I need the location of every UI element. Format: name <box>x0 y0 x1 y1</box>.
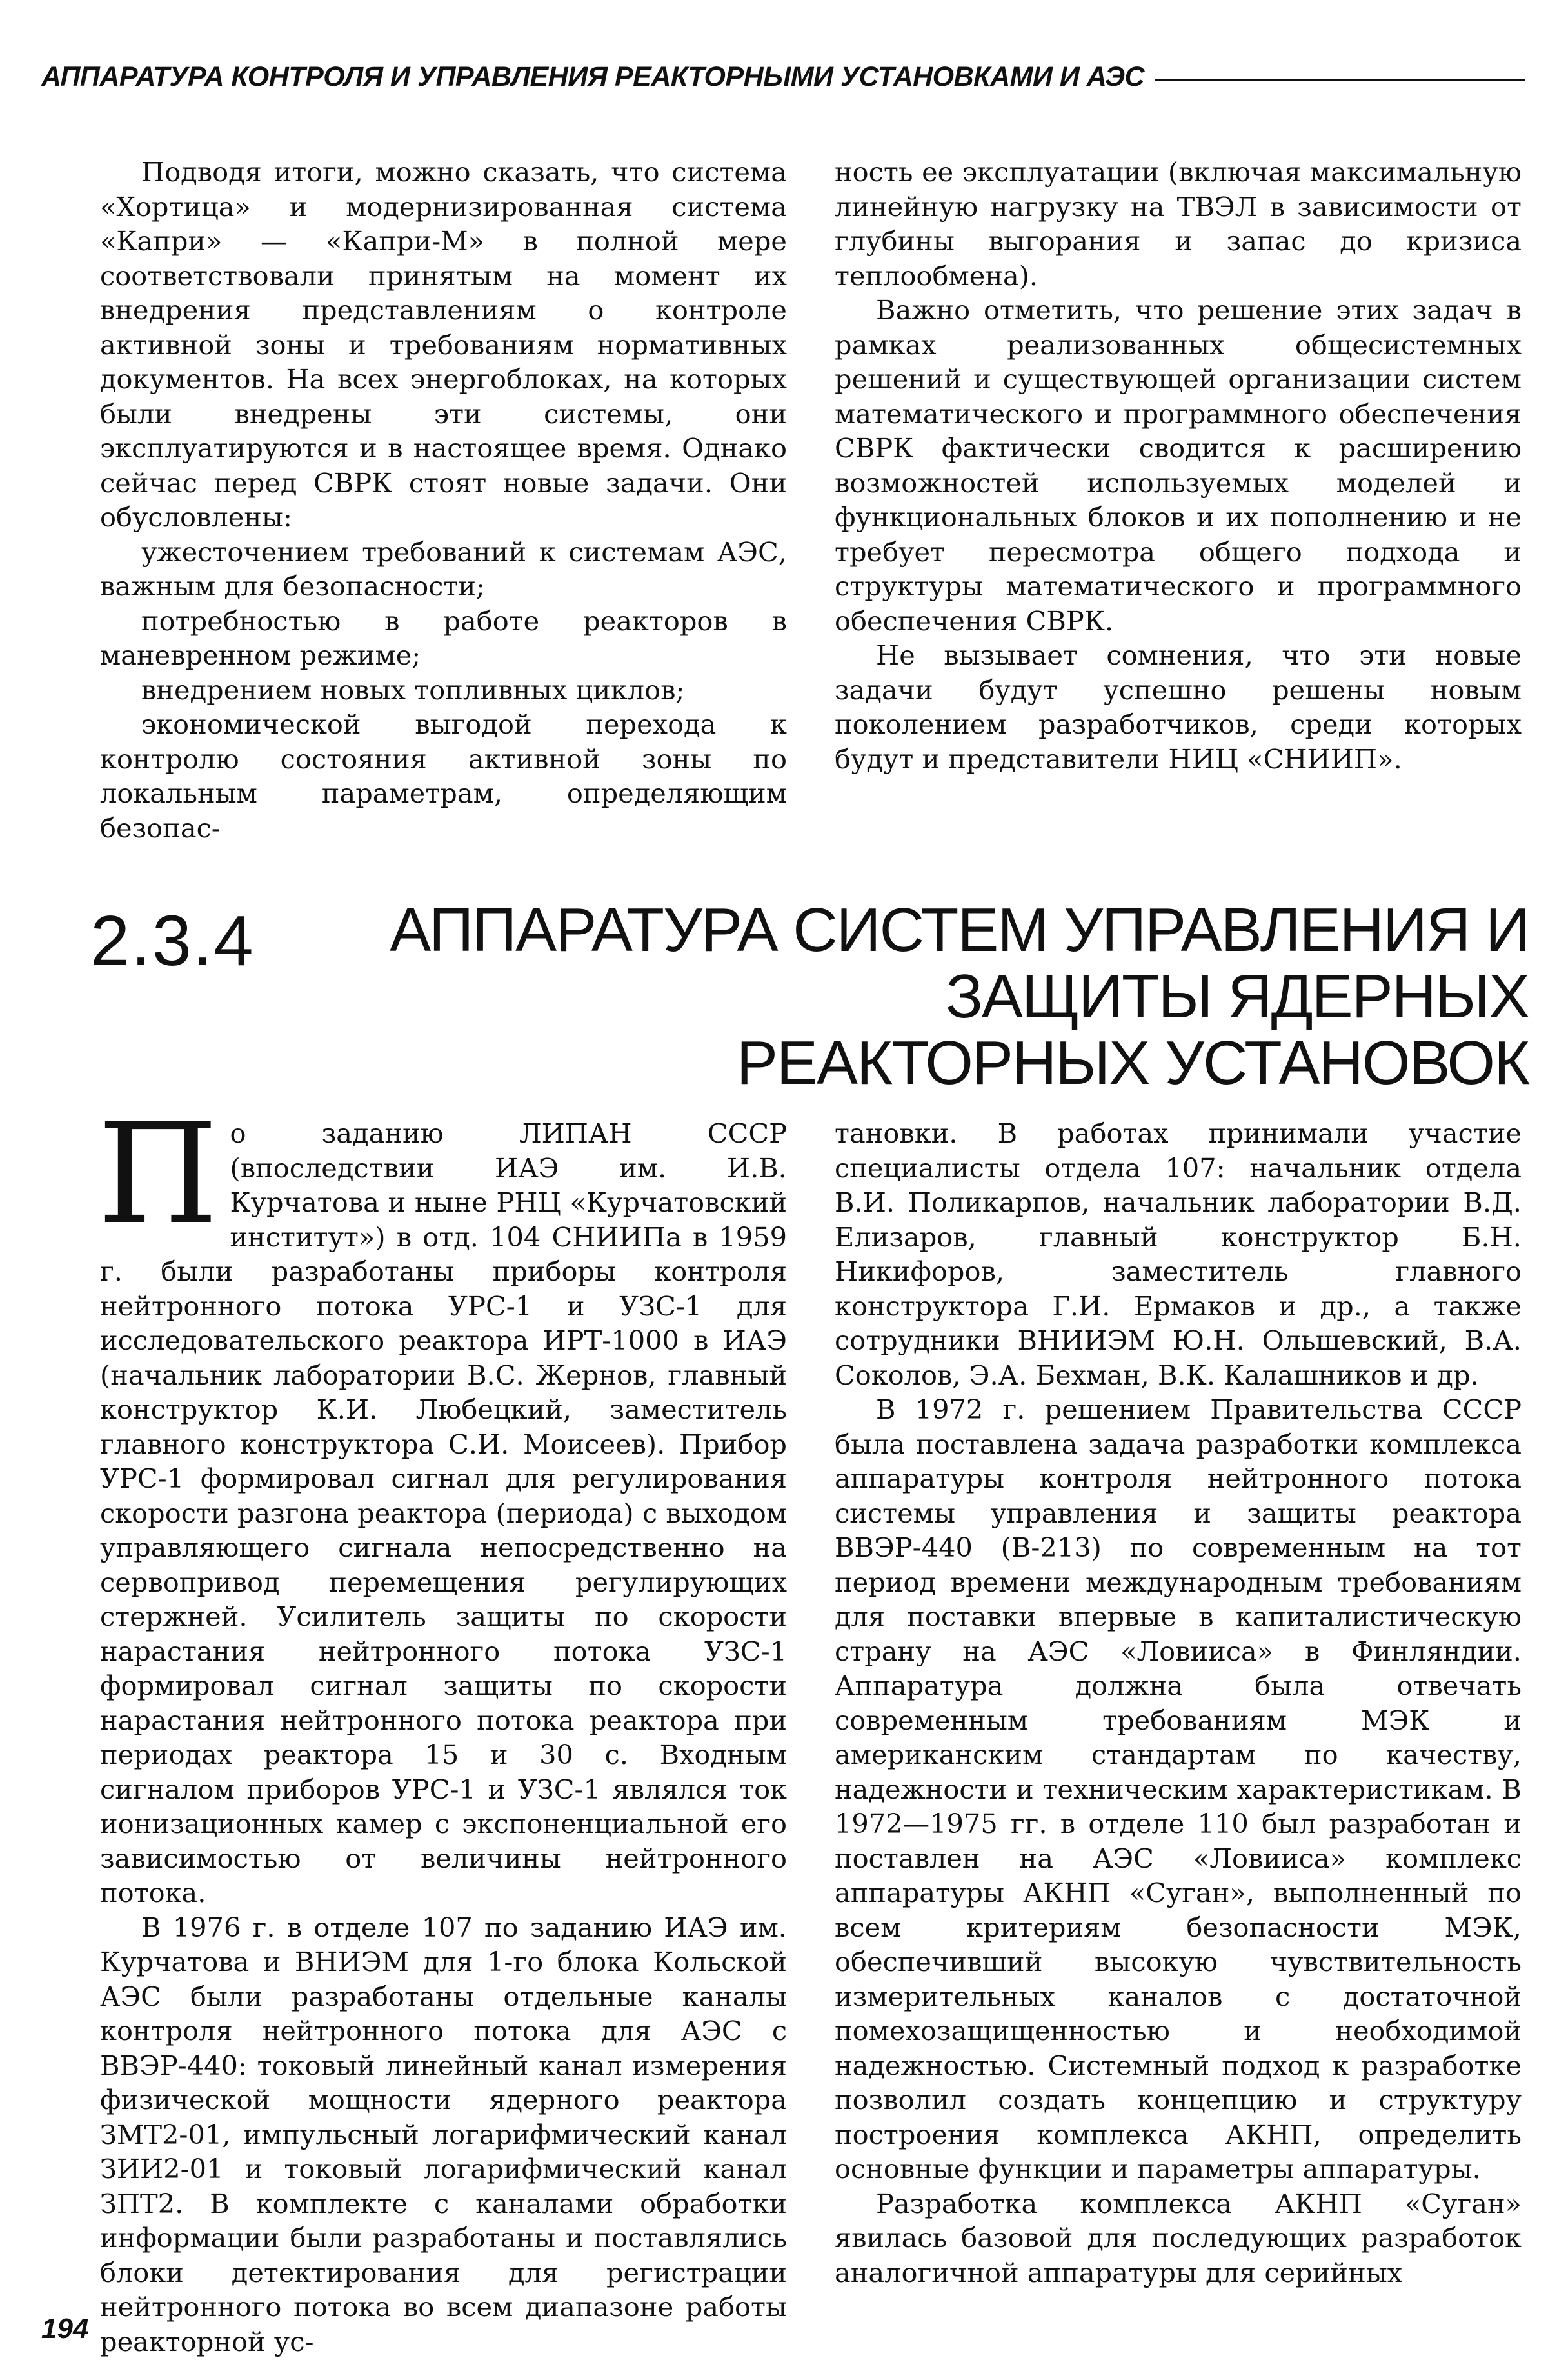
section-number: 2.3.4 <box>90 901 255 981</box>
paragraph: Подводя итоги, можно сказать, что система «Хортица» и модернизированная система «Капри» — «Капри-М» в полной мере соответствовали принятым на момент их внедрения представлениям о контроле активной зоны и требованиям нормативных документов. На всех энергоблоках, на которых были внедрены эти системы, они эксплуатируются и в настоящее время. Однако сейчас перед СВРК стоят новые задачи. Они обусловлены: <box>100 156 787 533</box>
paragraph: Важно отметить, что решение этих задач в рамках реализованных общесистемных решений и существующей организации систем математического и программного обеспечения СВРК фактически сводится к расширению возможностей используемых моделей и функциональных блоков и их пополнению и не требует пересмотра общего подхода и структуры математического и программного обеспечения СВРК. <box>835 294 1522 637</box>
page-number: 194 <box>41 2313 89 2345</box>
paragraph: В 1972 г. решением Правительства СССР была поставлена задача разработки комплекса аппаратуры контроля нейтронного потока системы управления и защиты реактора ВВЭР-440 (В-213) по современным на тот период времени международным требованиям для поставки впервые в капиталистическую страну на АЭС «Ловииса» в Финляндии. Аппаратура должна была отвечать современным требованиям МЭК и американским стандартам по качеству, надежности и техническим характеристикам. В 1972—1975 гг. в отделе 110 был разработан и поставлен на АЭС «Ловииса» комплекс аппаратуры АКНП «Суган», выполненный по всем критериям безопасности МЭК, обеспечивший высокую чувствительность измерительных каналов с достаточной помехозащищенностью и необходимой надежностью. Системный подход к разработке позволил создать концепцию и структуру построения комплекса АКНП, определить основные функции и параметры аппаратуры. <box>835 1394 1522 2185</box>
paragraph: Не вызывает сомнения, что эти новые задачи будут успешно решены новым поколением разработчиков, среди которых будут и представители НИЦ «СНИИП». <box>835 639 1522 775</box>
top-left-column <box>100 155 787 845</box>
top-right-column <box>835 155 1522 776</box>
paragraph: Разработка комплекса АКНП «Суган» явилась базовой для последующих разработок аналогичной аппаратуры для серийных <box>835 2187 1522 2288</box>
drop-cap: П <box>97 1093 219 1255</box>
list-item: потребностью в работе реакторов в маневренном режиме; <box>100 605 787 671</box>
section-title-line: ЗАЩИТЫ ЯДЕРНЫХ <box>945 962 1529 1031</box>
section-title-line: АППАРАТУРА СИСТЕМ УПРАВЛЕНИЯ И <box>390 895 1529 965</box>
bottom-right-column <box>835 1116 1522 2290</box>
section-title <box>374 897 1529 1096</box>
bottom-left-column <box>97 1093 787 2359</box>
section-title-line: РЕАКТОРНЫХ УСТАНОВОК <box>736 1028 1529 1097</box>
running-header-title: АППАРАТУРА КОНТРОЛЯ И УПРАВЛЕНИЯ РЕАКТОРНЫМИ УСТАНОВКАМИ И АЭС <box>41 61 1145 92</box>
list-item: экономической выгодой перехода к контролю состояния активной зоны по локальным параметрам, определяющим безопас- <box>100 708 787 844</box>
list-item: ужесточением требований к системам АЭС, важным для безопасности; <box>100 535 787 602</box>
paragraph-text: о заданию ЛИПАН СССР (впоследствии ИАЭ им. И.В. Курчатова и ныне РНЦ «Курчатовский институт») в отд. 104 СНИИПа в 1959 г. были разработаны приборы контроля нейтронного потока УРС-1 и УЗС-1 для исследовательского реактора ИРТ-1000 в ИАЭ (начальник лаборатории В.С. Жернов, главный конструктор К.И. Любецкий, заместитель главного конструктора С.И. Моисеев). Прибор УРС-1 формировал сигнал для регулирования скорости разгона реактора (периода) с выходом управляющего сигнала непосредственно на сервопривод перемещения регулирующих стержней. Усилитель защиты по скорости нарастания нейтронного потока УЗС-1 формировал сигнал защиты по скорости нарастания нейтронного потока реактора при периодах реактора 15 и 30 с. Входным сигналом приборов УРС-1 и УЗС-1 являлся ток ионизационных камер с экспоненциальной его зависимостью от величины нейтронного потока. <box>100 1117 787 1908</box>
paragraph-continuation: тановки. В работах принимали участие специалисты отдела 107: начальник отдела В.И. Поликарпов, начальник лаборатории В.Д. Елизаров, главный конструктор Б.Н. Никифоров, заместитель главного конструктора Г.И. Ермаков и др., а также сотрудники ВНИИЭМ Ю.Н. Ольшевский, В.А. Соколов, Э.А. Бехман, В.К. Калашников и др. <box>835 1117 1522 1391</box>
paragraph-continuation: ность ее эксплуатации (включая максимальную линейную нагрузку на ТВЭЛ в зависимости от глубины выгорания и запас до кризиса теплообмена). <box>835 156 1522 292</box>
paragraph <box>97 1093 787 1910</box>
paragraph: В 1976 г. в отделе 107 по заданию ИАЭ им. Курчатова и ВНИЭМ для 1-го блока Кольской АЭС были разработаны отдельные каналы контроля нейтронного потока для АЭС с ВВЭР-440: токовый линейный канал измерения физической мощности ядерного реактора ЗМТ2-01, импульсный логарифмический канал ЗИИ2-01 и токовый логарифмический канал ЗПТ2. В комплекте с каналами обработки информации были разработаны и поставлялись блоки детектирования для регистрации нейтронного потока во всем диапазоне работы реакторной ус- <box>100 1911 787 2357</box>
list-item: внедрением новых топливных циклов; <box>141 674 685 706</box>
header-rule <box>1155 79 1525 81</box>
running-header <box>41 54 1525 99</box>
